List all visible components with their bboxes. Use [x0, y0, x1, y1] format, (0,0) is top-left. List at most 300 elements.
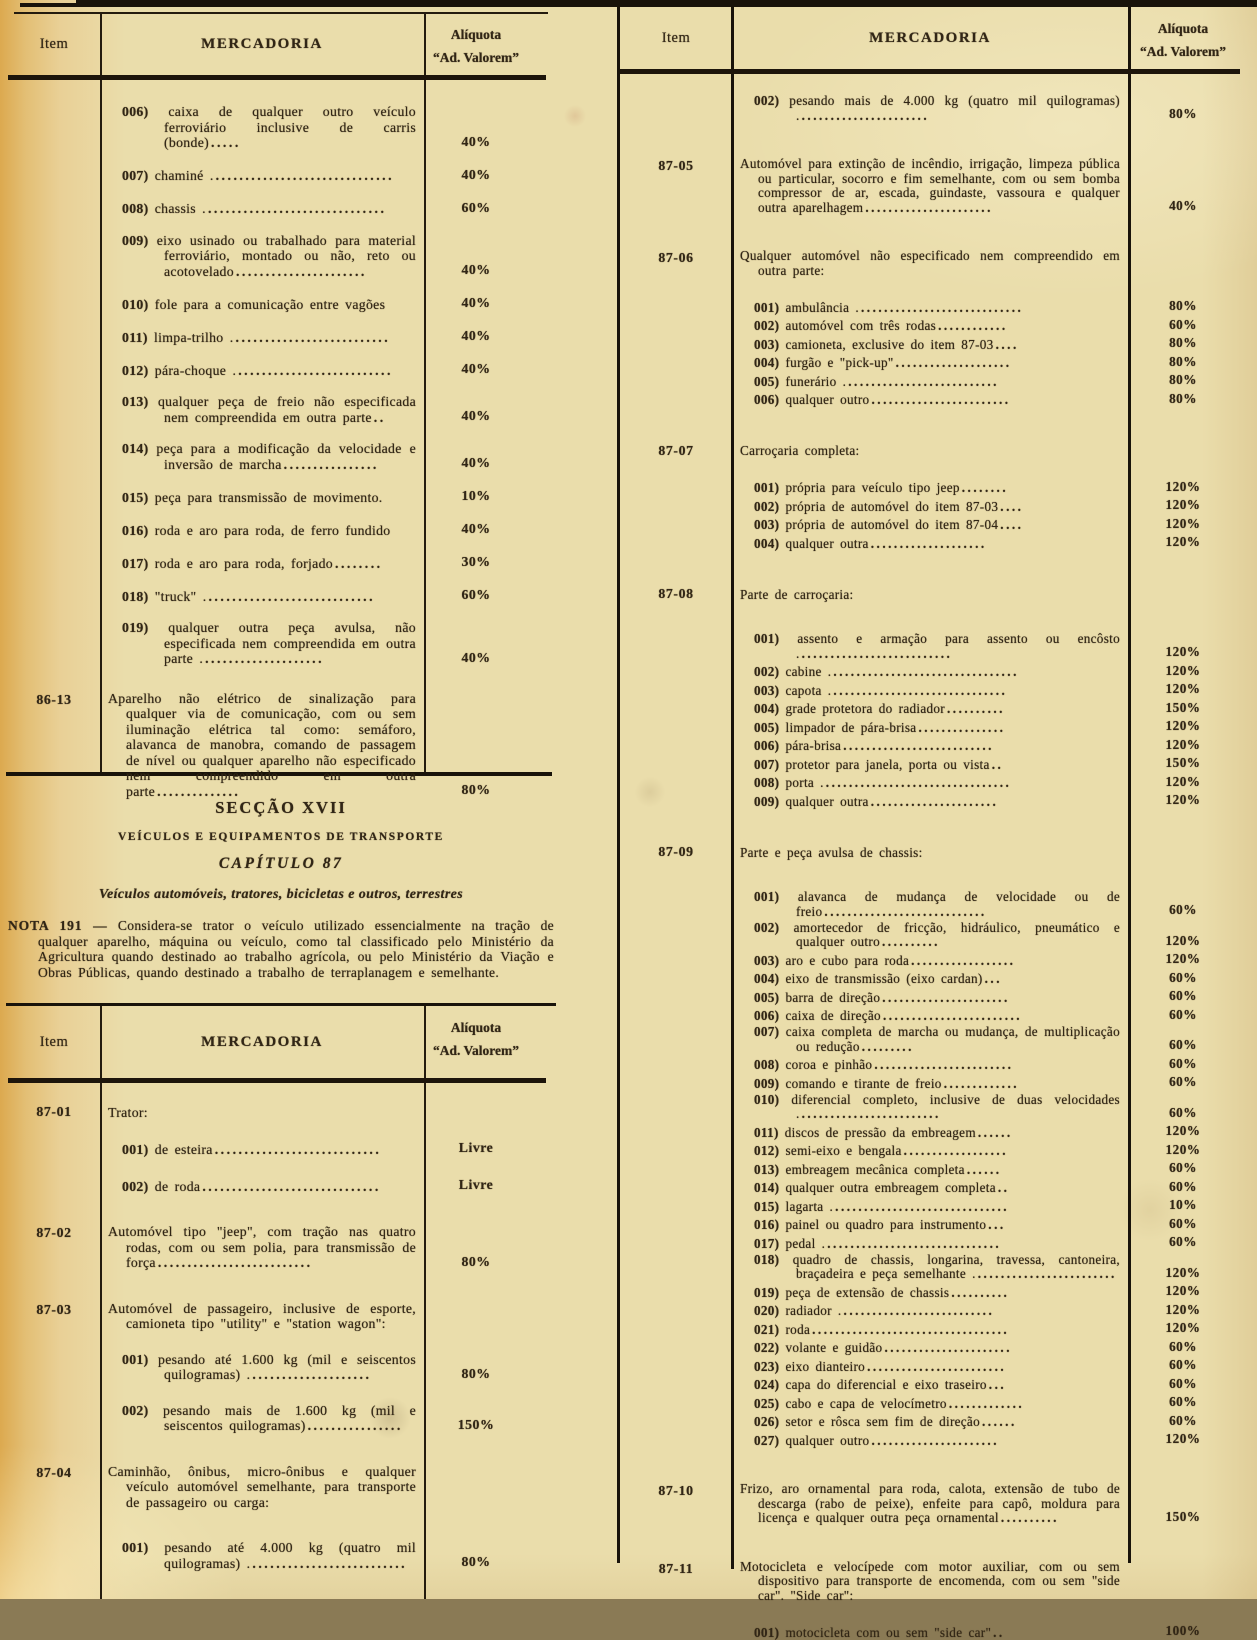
tariff-row: [620, 988, 1240, 1005]
tariff-row: [620, 372, 1240, 389]
section-title: SECÇÃO XVII: [8, 798, 554, 818]
item-code: 87-11: [620, 1560, 732, 1577]
mercadoria-text: [100, 1464, 424, 1511]
item-code: [620, 1056, 732, 1057]
subitem-number: 006): [122, 104, 149, 119]
description: peça para a modificação da velocidade e inversão de marcha: [156, 441, 416, 472]
description: chaminé .: [155, 168, 214, 183]
subitem-number: 009): [754, 794, 779, 809]
rate-value: 80%: [424, 1366, 546, 1383]
tariff-row: [620, 1234, 1240, 1251]
rate-value: 40%: [424, 408, 546, 425]
tariff-row: [620, 1142, 1240, 1159]
description: ambulância .: [785, 300, 858, 315]
subitem-number: 023): [754, 1359, 779, 1374]
mercadoria-text: [100, 394, 424, 425]
description: camioneta, exclusive do item 87-03: [785, 337, 993, 352]
item-code: 87-07: [620, 442, 732, 459]
tariff-row: [620, 1216, 1240, 1233]
item-code: 86-13: [8, 691, 100, 708]
description: qualquer outra: [785, 794, 868, 809]
item-code: [8, 1403, 100, 1404]
rate-value: [1128, 601, 1240, 602]
tariff-row: [620, 298, 1240, 315]
dot-leader: ..............................: [825, 1236, 1001, 1251]
tariff-row: [620, 1025, 1240, 1054]
item-code: [620, 534, 732, 535]
tariff-row: [8, 587, 546, 604]
rate-value: 40%: [424, 262, 546, 279]
rate-value: 40%: [424, 167, 546, 184]
rate-value: 40%: [424, 650, 546, 667]
rate-value: 80%: [1128, 298, 1240, 315]
subitem-number: 002): [754, 664, 779, 679]
item-code: 87-05: [620, 157, 732, 174]
rate-value: 60%: [1128, 1037, 1240, 1054]
item-code: 87-09: [620, 843, 732, 860]
description: radiador .: [785, 1303, 841, 1318]
dot-leader: ........: [333, 556, 383, 571]
description: qualquer outra peça avulsa, não especificada nem compreendida em outra parte .: [164, 620, 416, 666]
mercadoria-text: [732, 1025, 1128, 1054]
dot-leader: ..........: [949, 1285, 1009, 1300]
tariff-row: [620, 951, 1240, 968]
tariff-row: [8, 394, 546, 425]
item-code: 87-04: [8, 1464, 100, 1481]
subitem-number: 003): [754, 953, 779, 968]
rate-value: 60%: [1128, 1179, 1240, 1196]
mercadoria-text: [732, 954, 1128, 969]
tariff-row: [8, 295, 546, 312]
rate-value: 120%: [1128, 1265, 1240, 1282]
item-code: [8, 233, 100, 234]
item-code: [8, 1540, 100, 1541]
item-code: [620, 1160, 732, 1161]
rate-value: 120%: [1128, 718, 1240, 735]
subitem-number: 002): [754, 920, 779, 935]
item-code: [620, 298, 732, 299]
item-code: [620, 1025, 732, 1026]
mercadoria-text: [732, 890, 1128, 919]
tariff-row: [620, 1376, 1240, 1393]
tariff-row: [620, 1339, 1240, 1356]
mercadoria-text: [732, 444, 1128, 459]
rate-value: Livre: [424, 1140, 546, 1157]
subitem-number: 005): [754, 990, 779, 1005]
mercadoria-text: [732, 1560, 1128, 1604]
dot-leader: ..........................: [250, 1556, 407, 1571]
item-code: [620, 1283, 732, 1284]
dot-leader: ...: [986, 1217, 1005, 1232]
item-code: [620, 755, 732, 756]
subitem-number: 006): [754, 1008, 779, 1023]
subitem-number: 017): [122, 556, 149, 571]
item-code: [8, 104, 100, 105]
subitem-number: 016): [754, 1217, 779, 1232]
item-code: [620, 1394, 732, 1395]
subitem-number: 008): [754, 775, 779, 790]
dot-leader: .....: [209, 135, 241, 150]
dot-leader: ....................: [250, 1367, 371, 1382]
rate-value: 40%: [424, 295, 546, 312]
dot-leader: ..........: [945, 701, 1005, 716]
rate-value: 150%: [424, 1417, 546, 1434]
dot-leader: [859, 443, 861, 458]
item-code: [8, 488, 100, 489]
tariff-row: [620, 1253, 1240, 1282]
rate-value: 40%: [424, 134, 546, 151]
subitem-number: 001): [754, 480, 779, 495]
rate-value: 60%: [1128, 1357, 1240, 1374]
subitem-number: 007): [122, 168, 149, 183]
tariff-row: [620, 1056, 1240, 1073]
dot-leader: ........: [960, 480, 1008, 495]
mercadoria-text: [732, 393, 1128, 408]
mercadoria-text: [732, 1144, 1128, 1159]
mercadoria-text: [732, 1626, 1128, 1640]
dot-leader: ..: [996, 1180, 1010, 1195]
item-code: [620, 1253, 732, 1254]
tariff-row: [620, 1179, 1240, 1196]
dot-leader: ............: [936, 318, 1008, 333]
tariff-row: [8, 104, 546, 151]
tariff-row: [620, 335, 1240, 352]
subitem-number: 001): [754, 300, 779, 315]
subitem-number: 008): [754, 1057, 779, 1072]
tariff-row: [8, 1540, 546, 1571]
item-code: [620, 354, 732, 355]
rate-value: 120%: [1128, 479, 1240, 496]
subitem-number: 002): [754, 93, 779, 108]
description: lagarta .: [785, 1199, 833, 1214]
dot-leader: ..........................: [236, 363, 393, 378]
tariff-row: [620, 1123, 1240, 1140]
mercadoria-text: [732, 1218, 1128, 1233]
description: amortecedor de fricção, hidráulico, pneumático e qualquer outro: [794, 920, 1120, 950]
mercadoria-text: [732, 758, 1128, 773]
subitem-number: 022): [754, 1340, 779, 1355]
subitem-number: 003): [754, 683, 779, 698]
rate-value: 80%: [424, 1554, 546, 1571]
item-code: [620, 774, 732, 775]
tariff-row: [620, 354, 1240, 371]
dot-leader: ..........: [880, 934, 940, 949]
item-code: 87-02: [8, 1224, 100, 1241]
rate-value: 40%: [1128, 198, 1240, 215]
tariff-table-left-2: [8, 1006, 546, 1571]
item-code: [620, 663, 732, 664]
item-code: [620, 1093, 732, 1094]
dot-leader: ..............................: [200, 1179, 380, 1194]
dot-leader: ........................: [869, 392, 1010, 407]
subitem-number: 018): [122, 589, 149, 604]
mercadoria-text: [732, 588, 1128, 603]
mercadoria-text: [732, 301, 1128, 316]
mercadoria-text: [732, 665, 1128, 680]
chapter-subtitle: Veículos automóveis, tratores, bicicletas e outros, terrestres: [8, 887, 554, 903]
mercadoria-text: [732, 1415, 1128, 1430]
item-code: [620, 1376, 732, 1377]
dot-leader: ......: [976, 1125, 1013, 1140]
description: roda e aro para roda, de ferro fundido: [155, 523, 391, 538]
item-code: [8, 1177, 100, 1178]
dot-leader: ............................: [213, 1142, 382, 1157]
dot-leader: ........................: [872, 1057, 1013, 1072]
rate-value: 80%: [1128, 335, 1240, 352]
rate-value: 40%: [424, 328, 546, 345]
mercadoria-text: [732, 991, 1128, 1006]
dot-leader: ..............: [155, 784, 240, 799]
dot-leader: .............: [947, 1396, 1024, 1411]
dot-leader: ..........................: [842, 1303, 995, 1318]
subitem-number: 010): [754, 1092, 779, 1107]
dot-leader: ......: [980, 1414, 1017, 1429]
mercadoria-text: [100, 168, 424, 184]
rate-value: [424, 1331, 546, 1332]
tariff-row: [620, 890, 1240, 919]
rate-value: 120%: [1128, 663, 1240, 680]
subitem-number: 005): [754, 720, 779, 735]
description: eixo dianteiro: [785, 1359, 865, 1374]
mercadoria-text: [100, 589, 424, 605]
mercadoria-text: [732, 702, 1128, 717]
table-header: [620, 7, 1240, 69]
rate-value: 120%: [1128, 534, 1240, 551]
description: Parte de carroçaria:: [740, 587, 854, 602]
top-border-rule: [76, 0, 1257, 7]
subitem-number: 001): [754, 889, 779, 904]
rate-value: 80%: [1128, 106, 1240, 123]
description: qualquer outra embreagem completa: [785, 1180, 995, 1195]
rate-value: 120%: [1128, 1431, 1240, 1448]
rate-value: 80%: [424, 1254, 546, 1271]
column-header-aliquota: Alíquota “Ad. Valorem”: [424, 13, 546, 75]
tariff-row: [620, 1357, 1240, 1374]
description: Automóvel para extinção de incêndio, irrigação, limpeza pública ou particular, socorro e fim semelhante, com ou sem bomba compressor de ar, escada, guindaste, vassoura e qualquer outra aparelhagem: [740, 156, 1120, 215]
item-code: [620, 1339, 732, 1340]
item-code: [8, 394, 100, 395]
subitem-number: 001): [122, 1352, 149, 1367]
rate-value: 80%: [1128, 391, 1240, 408]
mercadoria-text: [732, 1253, 1128, 1282]
top-border-rule-left: [20, 3, 90, 7]
item-code: [620, 792, 732, 793]
mercadoria-text: [732, 1237, 1128, 1252]
mercadoria-text: [100, 556, 424, 572]
description: caixa de qualquer outro veículo ferroviário inclusive de carris (bonde): [164, 104, 416, 150]
tariff-row: [620, 516, 1240, 533]
item-code: [8, 554, 100, 555]
description: protetor para janela, porta ou vista: [785, 757, 989, 772]
item-code: 87-06: [620, 249, 732, 266]
description: grade protetora do radiador: [785, 701, 945, 716]
rate-value: 40%: [424, 361, 546, 378]
rate-value: 150%: [1128, 700, 1240, 717]
description: alavanca de mudança de velocidade ou de freio: [796, 889, 1120, 919]
description: eixo usinado ou trabalhado para material ferroviário, montado ou não, reto ou acotovelado: [157, 233, 416, 279]
dot-leader: ......................: [882, 1340, 1012, 1355]
mercadoria-text: [100, 104, 424, 151]
item-code: [8, 1352, 100, 1353]
dot-leader: ..............................: [831, 683, 1007, 698]
column-header-mercadoria: MERCADORIA: [100, 1006, 424, 1078]
subitem-number: 001): [754, 1625, 779, 1640]
description: Aparelho não elétrico de sinalização para qualquer via de comunicação, com ou sem iluminação elétrica tal como: semáforo, alavanca de manobra, comando de passagem de nível ou qualquer aparelho não especificado nem compreendido em outra parte: [108, 691, 416, 799]
mercadoria-text: [732, 249, 1128, 278]
description: quadro de chassis, longarina, travessa, cantoneira, braçadeira e peça semelhante .: [793, 1252, 1120, 1282]
mercadoria-text: [732, 921, 1128, 950]
rate-value: 80%: [424, 782, 546, 799]
description: pára-choque .: [155, 363, 236, 378]
item-code: [620, 1302, 732, 1303]
description: setor e rôsca sem fim de direção: [785, 1414, 980, 1429]
item-code: 87-01: [8, 1103, 100, 1120]
tariff-row: [8, 200, 546, 217]
rate-value: 10%: [424, 488, 546, 505]
item-code: [620, 988, 732, 989]
description: Caminhão, ônibus, micro-ônibus e qualquer veículo automóvel semelhante, para transporte de passageiro ou carga:: [108, 1464, 416, 1510]
mercadoria-text: [732, 1434, 1128, 1449]
column-header-item: Item: [8, 1006, 100, 1078]
subitem-number: 019): [122, 620, 149, 635]
table-body: [8, 1103, 546, 1571]
subitem-number: 003): [754, 517, 779, 532]
dot-leader: ..............................: [214, 168, 394, 183]
rate-value: [1128, 1602, 1240, 1603]
rate-value: 60%: [1128, 317, 1240, 334]
description: pedal .: [785, 1236, 825, 1251]
item-code: [620, 681, 732, 682]
tariff-row: [8, 1464, 546, 1511]
mercadoria-text: [732, 1200, 1128, 1215]
rate-value: 40%: [424, 455, 546, 472]
rate-value: 60%: [1128, 1074, 1240, 1091]
subitem-number: 013): [122, 394, 149, 409]
item-code: [620, 1197, 732, 1198]
tariff-row: [620, 755, 1240, 772]
rate-value: Livre: [424, 1177, 546, 1194]
rate-value: 120%: [1128, 1142, 1240, 1159]
subitem-number: 014): [754, 1180, 779, 1195]
dot-leader: ......................: [800, 108, 930, 123]
dot-leader: ................................: [831, 664, 1019, 679]
description: cabine .: [785, 664, 831, 679]
dot-leader: ............................: [206, 589, 375, 604]
mercadoria-text: [732, 1286, 1128, 1301]
mercadoria-text: [100, 1105, 424, 1121]
tariff-row: [8, 1301, 546, 1332]
subitem-number: 004): [754, 355, 779, 370]
header-double-rule: [8, 1078, 546, 1083]
item-code: [620, 951, 732, 952]
description: própria para veículo tipo jeep: [785, 480, 959, 495]
item-code: [620, 335, 732, 336]
mercadoria-text: [100, 1540, 424, 1571]
rate-value: 60%: [1128, 1056, 1240, 1073]
rate-value: 120%: [1128, 681, 1240, 698]
description: barra de direção: [785, 990, 880, 1005]
subitem-number: 013): [754, 1162, 779, 1177]
note-label: NOTA 191 —: [8, 918, 108, 933]
mercadoria-text: [732, 500, 1128, 515]
tariff-row: [620, 1160, 1240, 1177]
mercadoria-text: [100, 330, 424, 346]
description: qualquer outro: [785, 392, 869, 407]
tariff-row: [620, 1431, 1240, 1448]
subitem-number: 002): [122, 1179, 149, 1194]
item-code: [8, 295, 100, 296]
dot-leader: ......................: [869, 794, 999, 809]
mercadoria-text: [732, 481, 1128, 496]
mercadoria-text: [732, 1181, 1128, 1196]
tariff-row: [620, 534, 1240, 551]
note-paragraph: [8, 918, 554, 980]
mercadoria-text: [732, 972, 1128, 987]
rate-value: [424, 1119, 546, 1120]
description: semi-eixo e bengala: [785, 1143, 901, 1158]
tariff-table-right: [620, 7, 1240, 1640]
dot-leader: [385, 297, 387, 312]
tariff-row: [620, 1197, 1240, 1214]
dot-leader: ..............................: [833, 1199, 1009, 1214]
rate-value: 120%: [1128, 951, 1240, 968]
tariff-row: [620, 1560, 1240, 1604]
description: assento e armação para assento ou encôsto .: [796, 631, 1120, 661]
section-subtitle: VEÍCULOS E EQUIPAMENTOS DE TRANSPORTE: [8, 831, 554, 843]
item-code: [620, 1216, 732, 1217]
mercadoria-text: [732, 319, 1128, 334]
dot-leader: ....: [998, 499, 1023, 514]
subitem-number: 001): [754, 631, 779, 646]
dot-leader: ..............................: [206, 201, 386, 216]
description: porta .: [785, 775, 823, 790]
description: furgão e "pick-up": [785, 355, 893, 370]
tariff-row: [620, 1093, 1240, 1122]
dot-leader: ..................: [909, 953, 1015, 968]
rate-value: 120%: [1128, 1320, 1240, 1337]
rate-value: 120%: [1128, 497, 1240, 514]
tariff-row: [620, 391, 1240, 408]
description: pára-brisa: [785, 738, 841, 753]
subitem-number: 002): [754, 499, 779, 514]
subitem-number: 004): [754, 536, 779, 551]
mercadoria-text: [732, 537, 1128, 552]
subitem-number: 027): [754, 1433, 779, 1448]
dot-leader: ..: [372, 410, 386, 425]
subitem-number: 011): [754, 1125, 779, 1140]
tariff-row: [620, 1074, 1240, 1091]
tariff-row: [8, 441, 546, 472]
dot-leader: ..........................: [800, 646, 953, 661]
subitem-number: 026): [754, 1414, 779, 1429]
tariff-row: [620, 1413, 1240, 1430]
rate-value: 80%: [1128, 372, 1240, 389]
description: pesando até 4.000 kg (quatro mil quilogramas) .: [164, 1540, 416, 1571]
description: volante e guidão: [785, 1340, 882, 1355]
mercadoria-text: [732, 1397, 1128, 1412]
subitem-number: 012): [122, 363, 149, 378]
description: pesando mais de 4.000 kg (quatro mil quilogramas) .: [789, 93, 1120, 123]
subitem-number: 010): [122, 297, 149, 312]
item-code: [620, 497, 732, 498]
rate-value: 60%: [1128, 1234, 1240, 1251]
tariff-row: [620, 700, 1240, 717]
subitem-number: 012): [754, 1143, 779, 1158]
item-code: [620, 1623, 732, 1624]
item-code: [620, 317, 732, 318]
mercadoria-text: [732, 1341, 1128, 1356]
dot-leader: [148, 1105, 150, 1120]
